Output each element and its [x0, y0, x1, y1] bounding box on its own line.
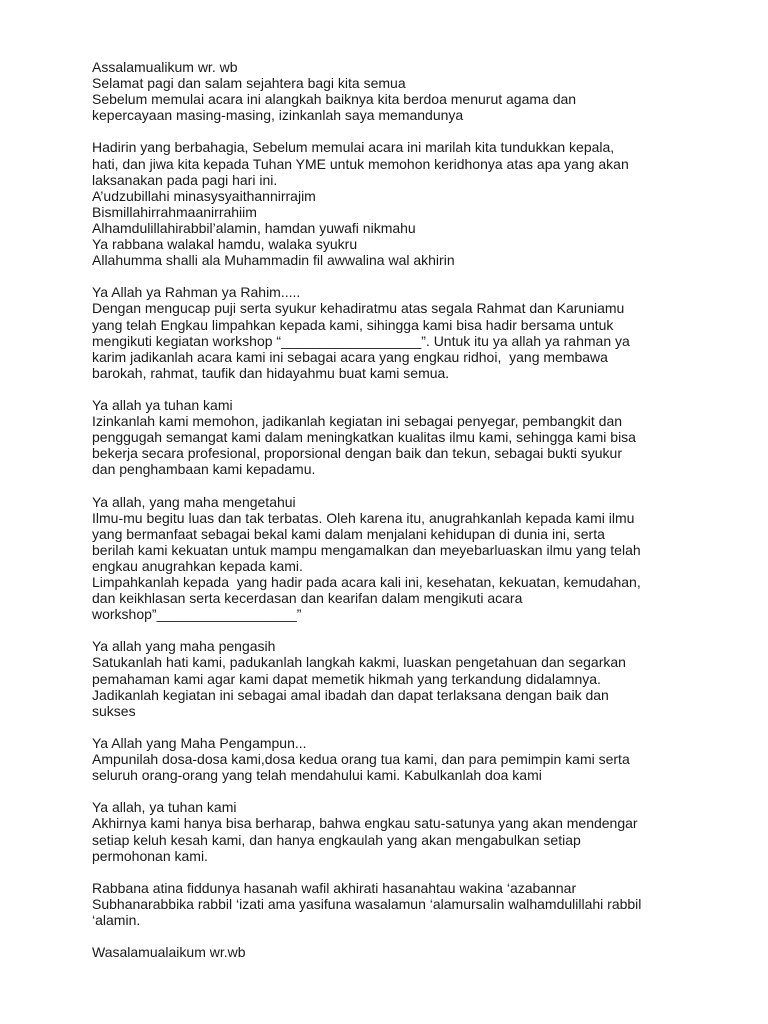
text-line: Ilmu-mu begitu luas dan tak terbatas. Oleh karena itu, anugrahkanlah kepada kami ilmu — [92, 509, 635, 526]
text-line: engkau anugrahkan kepada kami. — [92, 557, 303, 574]
text-line: sukses — [92, 702, 136, 719]
paragraph-tuhan-kami — [92, 397, 732, 477]
text-line: Selamat pagi dan salam sejahtera bagi kita semua — [92, 75, 406, 92]
text-line: ‘alamin. — [92, 911, 141, 928]
text-line: Akhirnya kami hanya bisa berharap, bahwa engkau satu-satunya yang akan mendengar — [92, 815, 638, 832]
text-line: laksanakan pada pagi hari ini. — [92, 171, 278, 188]
text-line: Hadirin yang berbahagia, Sebelum memulai acara ini marilah kita tundukkan kepala, — [92, 139, 615, 156]
text-line: Ampunilah dosa-dosa kami,dosa kedua orang tua kami, dan para pemimpin kami serta — [92, 751, 630, 768]
text-line: Ya allah, yang maha mengetahui — [92, 493, 296, 510]
text-line: yang telah Engkau limpahkan kepada kami, sihingga kami bisa hadir bersama untuk — [92, 316, 614, 333]
text-line: mengikuti kegiatan workshop “__________________”. Untuk itu ya allah ya rahman ya — [92, 332, 630, 349]
text-line: Ya allah yang maha pengasih — [92, 638, 276, 655]
text-line: seluruh orang-orang yang telah mendahului kami. Kabulkanlah doa kami — [92, 767, 542, 784]
paragraph-closing-plea — [92, 799, 732, 863]
paragraph-rabbana — [92, 880, 732, 928]
text-line: pemahaman kami agar kami dapat memetik hikmah yang terkandung didalamnya. — [92, 670, 601, 687]
document-page — [92, 59, 732, 976]
text-line: Wasalamualaikum wr.wb — [92, 944, 246, 961]
text-line: Ya rabbana walakal hamdu, walaka syukru — [92, 236, 358, 253]
text-line: Dengan mengucap puji serta syukur kehadiratmu atas segala Rahmat dan Karuniamu — [92, 300, 625, 317]
paragraph-maha-pengampun — [92, 735, 732, 783]
text-line: Alhamdulillahirabbil’alamin, hamdan yuwafi nikmahu — [92, 219, 416, 236]
text-line: kepercayaan masing-masing, izinkanlah saya memandunya — [92, 107, 464, 124]
text-line: Izinkanlah kami memohon, jadikanlah kegiatan ini sebagai penyegar, pembangkit dan — [92, 413, 623, 430]
text-line: Satukanlah hati kami, padukanlah langkah kakmi, luaskan pengetahuan dan segarkan — [92, 654, 626, 671]
text-line: Subhanarabbika rabbil ‘izati ama yasifuna wasalamun ‘alamursalin walhamdulillahi rabbil — [92, 895, 642, 912]
text-line: karim jadikanlah acara kami ini sebagai acara yang engkau ridhoi, yang membawa — [92, 348, 608, 365]
text-line: barokah, rahmat, taufik dan hidayahmu buat kami semua. — [92, 364, 450, 381]
text-line: permohonan kami. — [92, 847, 208, 864]
text-line: Sebelum memulai acara ini alangkah baiknya kita berdoa menurut agama dan — [92, 91, 577, 108]
text-line: penggugah semangat kami dalam meningkatkan kualitas ilmu kami, sehingga kami bisa — [92, 429, 636, 446]
text-line: Rabbana atina fiddunya hasanah wafil akhirati hasanahtau wakina ‘azabannar — [92, 879, 577, 896]
text-line: A’udzubillahi minasysyaithannirrajim — [92, 187, 316, 204]
text-line: Ya Allah yang Maha Pengampun... — [92, 734, 307, 751]
text-line: dan penghambaan kami kepadamu. — [92, 461, 316, 478]
text-line: Bismillahirrahmaanirrahiim — [92, 203, 257, 220]
text-line: Limpahkanlah kepada yang hadir pada acara kali ini, kesehatan, kekuatan, kemudahan, — [92, 574, 641, 590]
text-line: Ya allah, ya tuhan kami — [92, 799, 237, 816]
text-line: Allahumma shalli ala Muhammadin fil awwalina wal akhirin — [92, 252, 455, 269]
text-line: bekerja secara profesional, proporsional dengan baik dan tekun, sebagai bukti syukur — [92, 445, 623, 462]
text-line: dan keikhlasan serta kecerdasan dan kearifan dalam mengikuti acara — [92, 590, 523, 607]
text-line: yang bermanfaat sebagai bekal kami dalam menjalani kehidupan di dunia ini, serta — [92, 525, 605, 542]
text-line: Assalamualikum wr. wb — [92, 59, 238, 75]
paragraph-opening — [92, 139, 732, 268]
paragraph-greeting — [92, 59, 732, 123]
text-line: hati, dan jiwa kita kepada Tuhan YME untuk memohon keridhonya atas apa yang akan — [92, 155, 629, 172]
paragraph-rahman-rahim — [92, 284, 732, 381]
paragraph-maha-mengetahui — [92, 494, 732, 623]
paragraph-farewell — [92, 944, 732, 960]
text-line: Ya allah ya tuhan kami — [92, 396, 233, 413]
text-line: workshop”__________________” — [92, 606, 302, 623]
text-line: berilah kami kekuatan untuk mampu mengamalkan dan meyebarluaskan ilmu yang telah — [92, 541, 641, 558]
text-line: Ya Allah ya Rahman ya Rahim..... — [92, 284, 301, 301]
paragraph-maha-pengasih — [92, 638, 732, 718]
text-line: Jadikanlah kegiatan ini sebagai amal ibadah dan dapat terlaksana dengan baik dan — [92, 686, 609, 703]
text-line: setiap keluh kesah kami, dan hanya engkaulah yang akan mengabulkan setiap — [92, 831, 581, 848]
